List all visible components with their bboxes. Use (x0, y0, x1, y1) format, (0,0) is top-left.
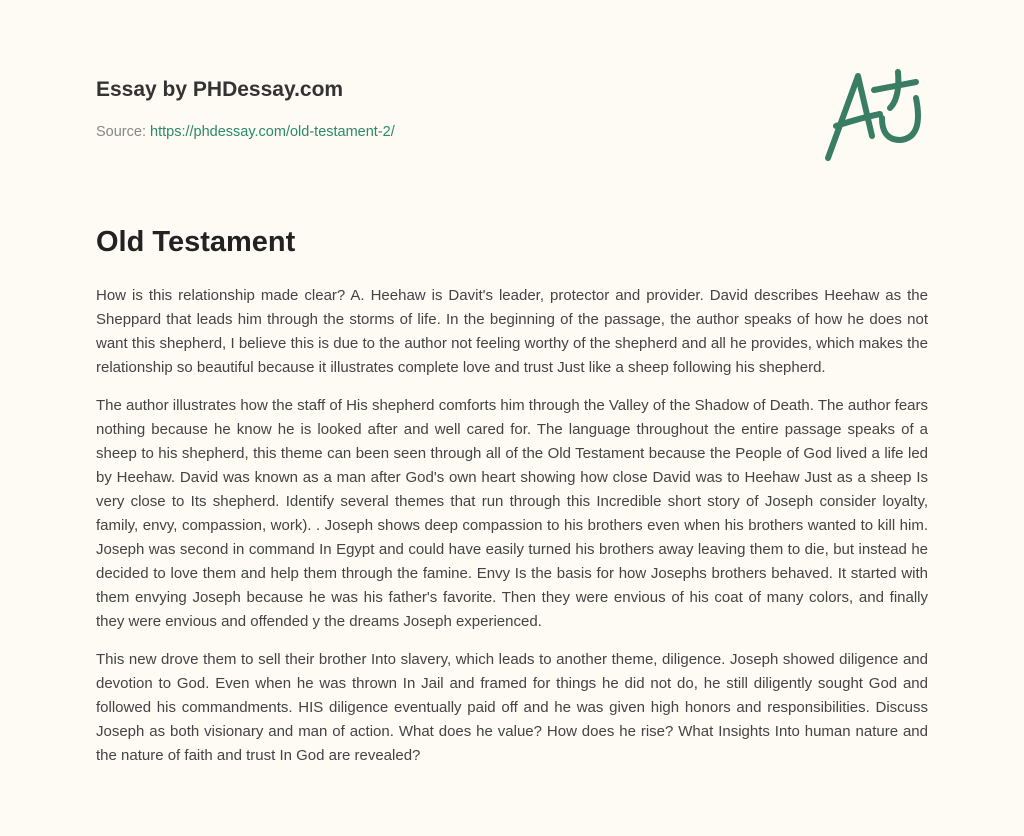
source-line (96, 124, 395, 140)
essay-body (96, 284, 928, 782)
site-title: Essay by PHDessay.com (96, 78, 344, 101)
source-link[interactable]: https://phdessay.com/old-testament-2/ (150, 124, 395, 140)
essay-paragraph: How is this relationship made clear? A. Heehaw is Davit's leader, protector and provider. David describes Heehaw as the Sheppard that leads him through the storms of life. In the beginning of the passage, the author speaks of how he does not want this shepherd, I believe this is due to the author not feeling worthy of the shepherd and all he provides, which makes the relationship so beautiful because it illustrates complete love and trust Just like a sheep following his shepherd. (96, 287, 928, 376)
a-plus-logo-icon (820, 68, 930, 168)
source-label: Source: (96, 124, 146, 140)
essay-title: Old Testament (96, 226, 296, 258)
essay-paragraph: The author illustrates how the staff of His shepherd comforts him through the Valley of the Shadow of Death. The author fears nothing because he know he is looked after and well cared for. The language throughout the entire passage speaks of a sheep to his shepherd, this theme can been seen through all of the Old Testament because the People of God lived a life led by Heehaw. David was known as a man after God's own heart showing how close David was to Heehaw Just as a sheep Is very close to Its shepherd. Identify several themes that run through this Incredible short story of Joseph consider loyalty, family, envy, compassion, work). . Joseph shows deep compassion to his brothers even when his brothers wanted to kill him. Joseph was second in command In Egypt and could have easily turned his brothers away leaving them to die, but instead he decided to love them and help them through the famine. Envy Is the basis for how Josephs brothers behaved. It started with them envying Joseph because he was his father's favorite. Then they were envious of his coat of many colors, and finally they were envious and offended y the dreams Joseph experienced. (96, 397, 928, 630)
essay-paragraph: This new drove them to sell their brother Into slavery, which leads to another theme, diligence. Joseph showed diligence and devotion to God. Even when he was thrown In Jail and framed for things he did not do, he still diligently sought God and followed his commandments. HIS diligence eventually paid off and he was given high honors and responsibilities. Discuss Joseph as both visionary and man of action. What does he value? How does he rise? What Insights Into human nature and the nature of faith and trust In God are revealed? (96, 651, 928, 764)
